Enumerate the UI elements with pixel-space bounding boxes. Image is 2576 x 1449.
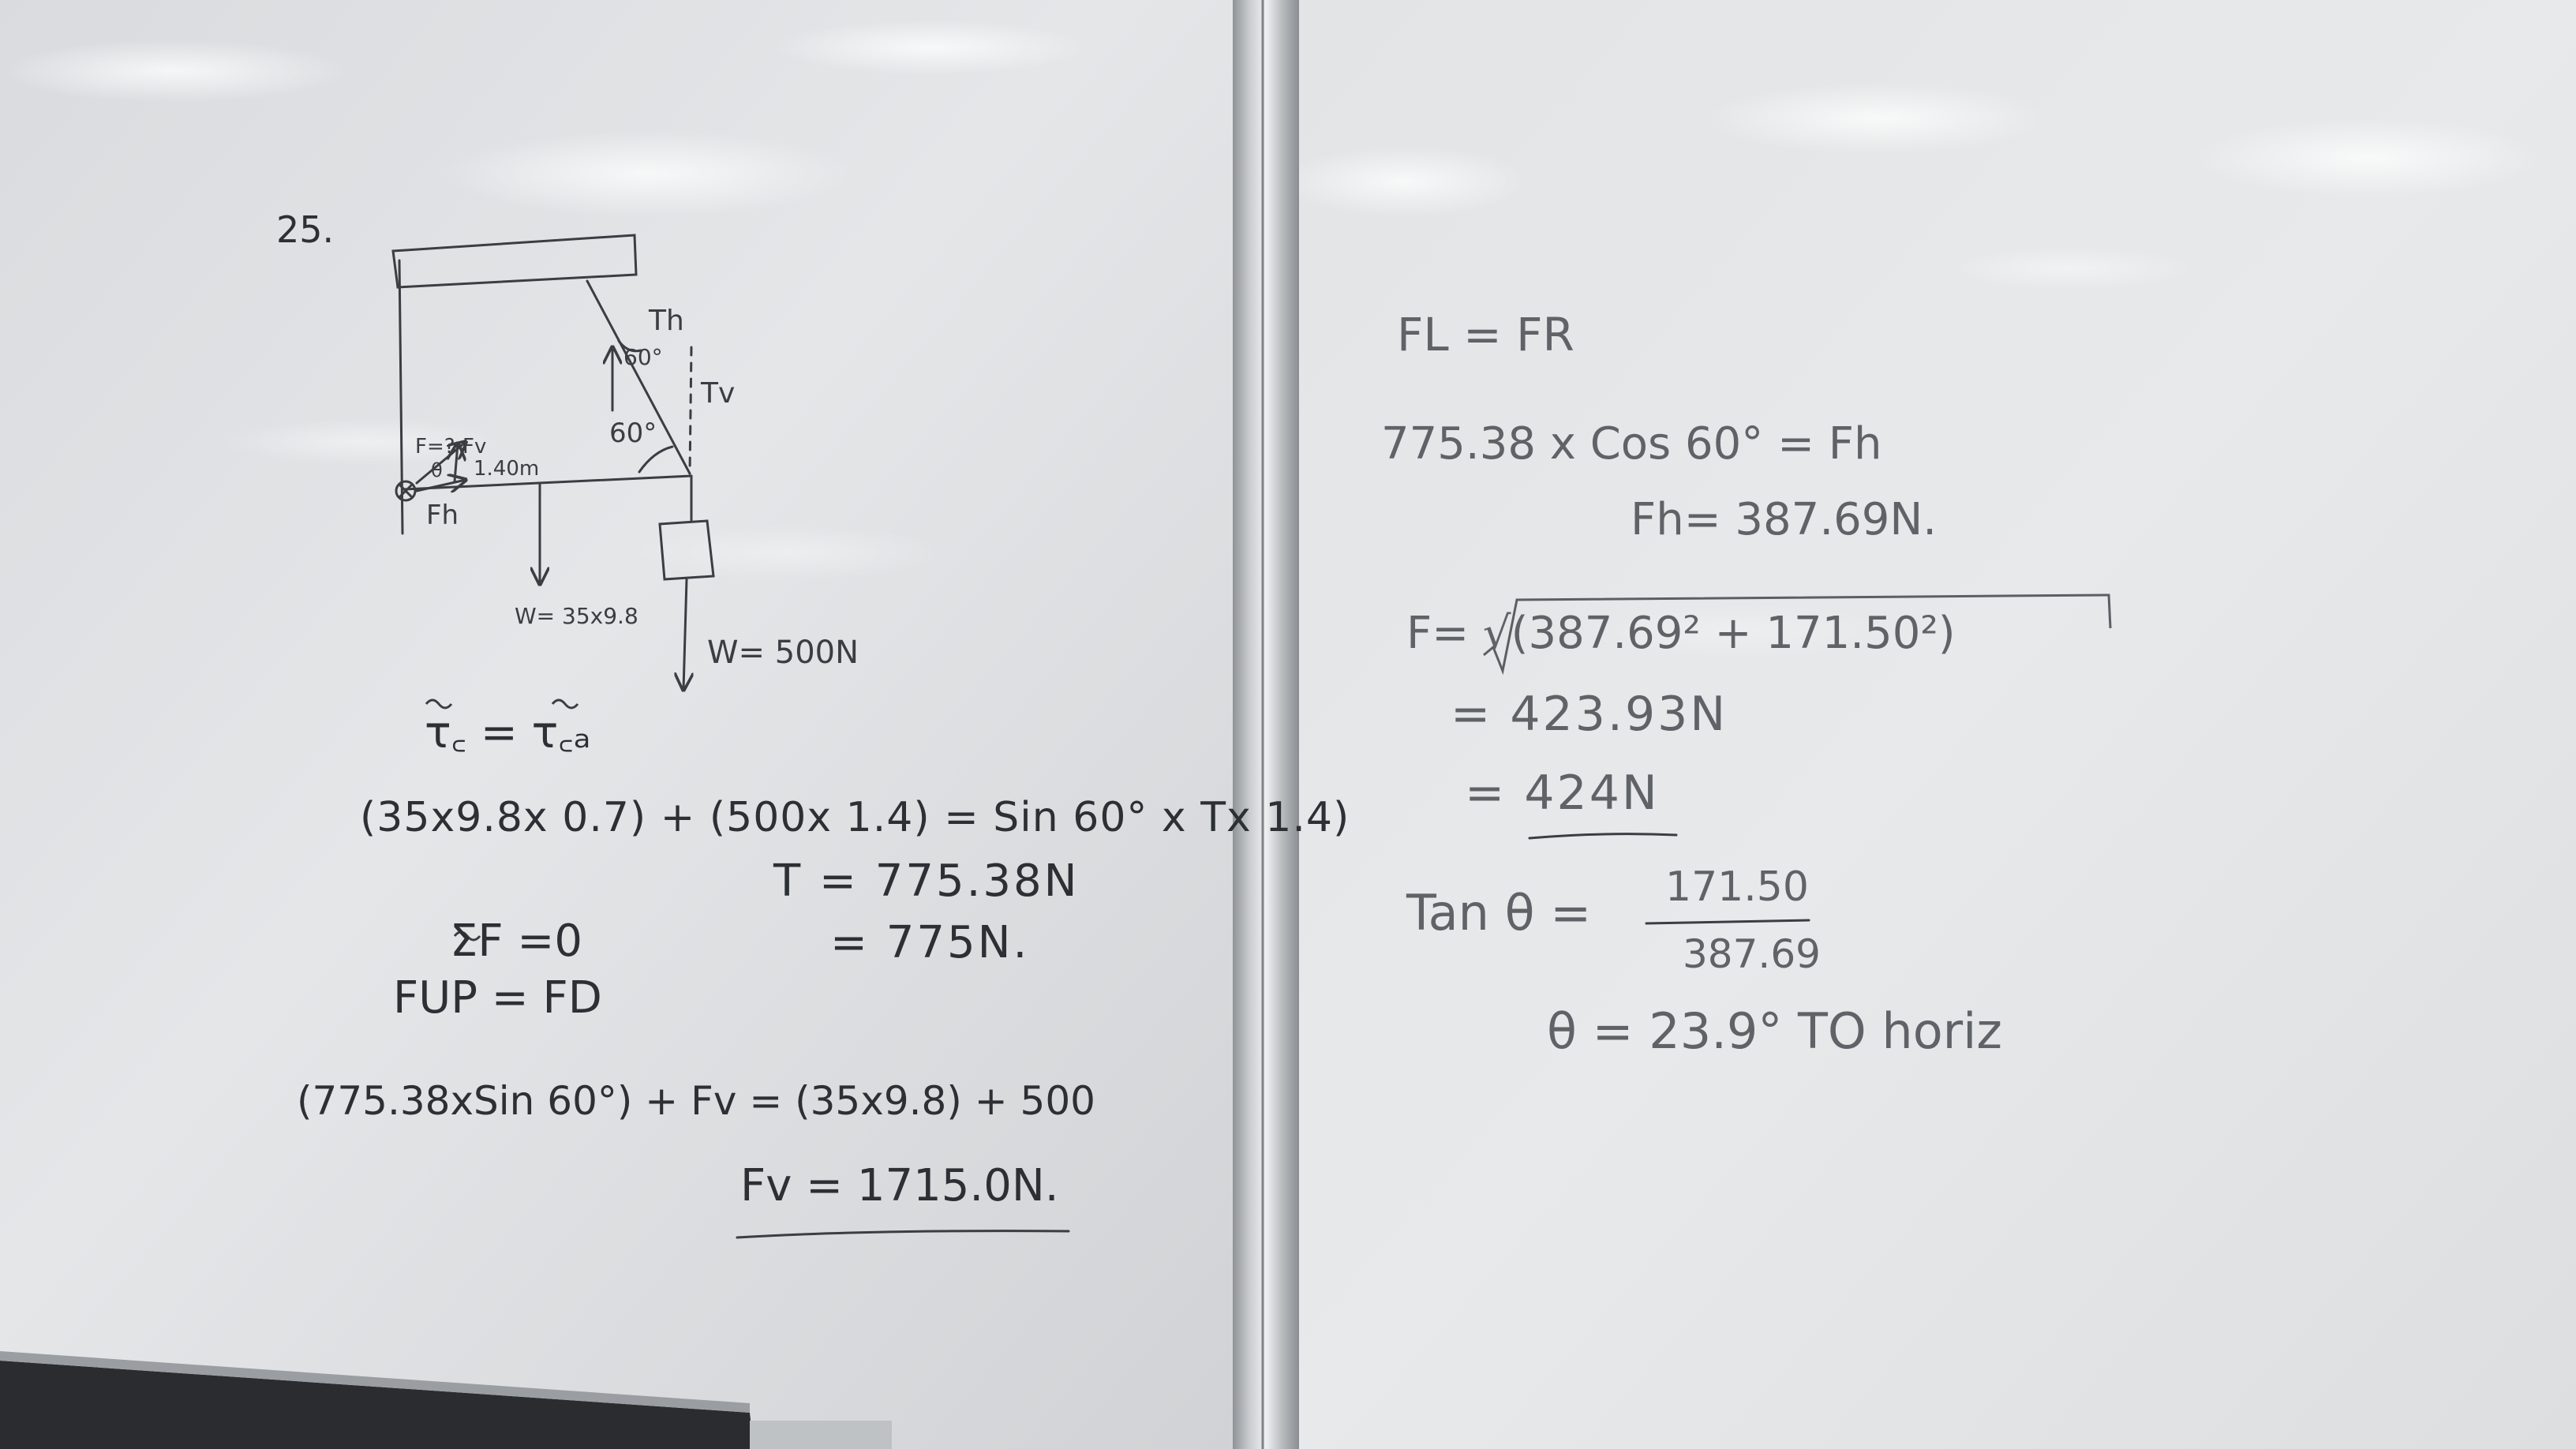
fup-equals-fd: FUP = FD: [393, 972, 602, 1024]
resultant-force-value: = 423.93N: [1451, 687, 1728, 742]
label-weight-beam: W= 35x9.8: [515, 603, 638, 629]
tan-theta-label: Tan θ =: [1406, 884, 1592, 942]
torque-balance-line: (35x9.8x 0.7) + (500x 1.4) = Sin 60° x Tx 1.4): [360, 794, 1350, 841]
label-force-fv: Fv: [462, 435, 487, 459]
tan-numerator: 171.50: [1665, 863, 1809, 911]
label-weight-load: W= 500N: [707, 635, 859, 671]
fh-result: Fh= 387.69N.: [1631, 494, 1938, 545]
label-angle-top: 60°: [623, 344, 663, 370]
horizontal-balance-line: 775.38 x Cos 60° = Fh: [1381, 418, 1882, 470]
label-th: Th: [649, 305, 684, 337]
resultant-force-formula: F= √(387.69² + 171.50²): [1406, 608, 1956, 659]
label-theta: θ: [431, 459, 443, 481]
label-tv: Tv: [701, 377, 736, 410]
tension-rounded: = 775N.: [830, 917, 1030, 968]
problem-number: 25.: [276, 208, 335, 251]
label-angle-bottom: 60°: [609, 417, 657, 449]
fv-result: Fv = 1715.0N.: [740, 1160, 1059, 1211]
board-frame-divider: [1233, 0, 1299, 1449]
torque-equation-header: τ꜀ = τ꜀ₐ: [425, 707, 591, 758]
vertical-balance-line: (775.38xSin 60°) + Fv = (35x9.8) + 500: [297, 1078, 1095, 1124]
fl-equals-fr: FL = FR: [1397, 308, 1574, 361]
theta-result: θ = 23.9° TO horiz: [1547, 1002, 2002, 1060]
label-fh: Fh: [426, 500, 459, 531]
tension-result: T = 775.38N: [773, 856, 1080, 907]
sum-forces-zero: ΣF =0: [450, 915, 582, 967]
tan-denominator: 387.69: [1683, 931, 1821, 977]
resultant-force-rounded: = 424N: [1465, 766, 1660, 821]
label-distance: 1.40m: [474, 457, 540, 481]
label-force-f: F=?: [415, 435, 455, 459]
